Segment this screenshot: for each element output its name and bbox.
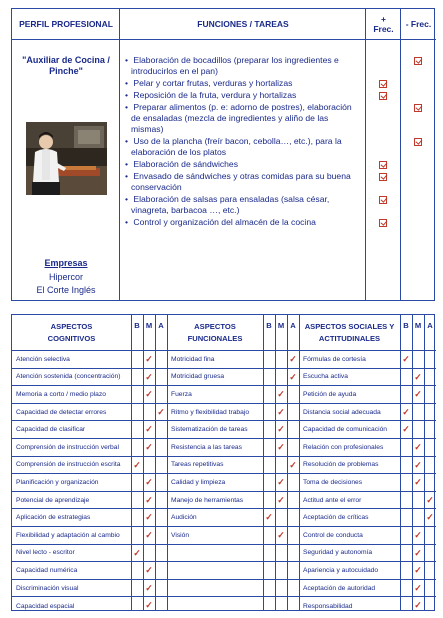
level-check-icon: ✓ — [277, 529, 285, 540]
table-row — [167, 527, 299, 545]
aspect-label: Motricidad gruesa — [171, 373, 225, 381]
level-column-divider — [275, 315, 276, 610]
table-row — [167, 580, 299, 598]
task-text: Pelar y cortar frutas, verduras y hortalizas — [133, 78, 293, 88]
bullet-glyph: • — [125, 216, 129, 227]
aspects-table — [11, 314, 435, 611]
level-header-a: A — [427, 321, 433, 330]
table-row — [299, 562, 436, 580]
table-row — [299, 351, 436, 369]
aspect-label: Sistematización de tareas — [171, 426, 248, 434]
profile-functions-table — [11, 8, 435, 301]
level-check-icon: ✓ — [414, 371, 422, 382]
bullet-glyph: • — [125, 193, 129, 204]
table-row — [299, 509, 436, 527]
level-check-icon: ✓ — [277, 441, 285, 452]
level-check-icon: ✓ — [145, 512, 153, 523]
column-divider — [400, 9, 401, 300]
table-row — [299, 386, 436, 404]
aspect-label: Capacidad espacial — [16, 602, 75, 610]
aspects-column-title — [12, 315, 131, 350]
aspect-label: Planificación y organización — [16, 478, 99, 486]
table-row — [299, 457, 436, 475]
aspect-label: Capacidad de clasificar — [16, 426, 86, 434]
aspects-column — [299, 315, 436, 610]
task-item — [125, 90, 363, 101]
aspect-label: Nivel lecto - escritor — [16, 549, 75, 557]
aspects-rows — [167, 351, 299, 615]
aspect-label: Apariencia y autocuidado — [303, 566, 379, 574]
aspect-label: Manejo de herramientas — [171, 496, 244, 504]
level-check-icon: ✓ — [402, 354, 410, 364]
table-row — [299, 474, 436, 492]
table-row — [299, 404, 436, 422]
aspect-label: Aplicación de estrategias — [16, 514, 91, 522]
aspects-column-header — [167, 315, 299, 351]
aspect-label: Memoria a corto / medio plazo — [16, 390, 106, 398]
header-mas-frec-symbol: + — [381, 14, 386, 24]
level-check-icon: ✓ — [402, 406, 410, 417]
level-check-icon: ✓ — [145, 354, 153, 364]
aspects-title-line: ASPECTOS — [194, 321, 236, 331]
level-check-icon: ✓ — [414, 547, 422, 558]
header-funciones-cell — [120, 9, 366, 40]
level-check-icon: ✓ — [133, 459, 141, 470]
aspects-title-line: ACTITUDINALES — [318, 333, 381, 343]
mas-frec-checkbox[interactable] — [379, 80, 387, 88]
level-header-b: B — [134, 321, 140, 330]
aspects-rows — [299, 351, 436, 615]
level-column-divider — [400, 315, 401, 610]
aspect-label: Toma de decisiones — [303, 478, 363, 486]
aspect-label: Atención sostenida (concentración) — [16, 373, 121, 381]
aspect-label: Audición — [171, 514, 197, 522]
table-row — [167, 509, 299, 527]
header-mas-frec-label: Frec. — [373, 24, 394, 34]
task-text: Reposición de la fruta, verdura y hortalizas — [133, 89, 297, 100]
task-item — [125, 217, 363, 228]
bullet-glyph: • — [125, 101, 129, 112]
level-check-icon: ✓ — [414, 389, 422, 400]
aspect-label: Resistencia a las tareas — [171, 443, 242, 451]
level-header-m: M — [277, 321, 285, 330]
table-row — [299, 492, 436, 510]
aspect-label: Relación con profesionales — [303, 443, 384, 451]
aspect-label: Fuerza — [171, 390, 192, 398]
aspect-label: Tareas repetitivas — [171, 461, 224, 469]
table-row — [167, 597, 299, 615]
level-column-divider — [287, 315, 288, 610]
level-check-icon: ✓ — [414, 477, 422, 488]
table-row — [299, 421, 436, 439]
aspect-label: Resolución de problemas — [303, 461, 379, 469]
kitchen-worker-photo — [26, 122, 107, 195]
level-check-icon: ✓ — [414, 529, 422, 540]
header-menos-frec: - Frec. — [405, 19, 432, 29]
table-row — [167, 492, 299, 510]
level-check-icon: ✓ — [145, 582, 153, 593]
level-check-icon: ✓ — [145, 565, 153, 576]
table-row — [167, 421, 299, 439]
level-check-icon: ✓ — [289, 459, 297, 470]
aspect-label: Potencial de aprendizaje — [16, 496, 90, 504]
level-header-a: A — [290, 321, 296, 330]
menos-frec-checkbox[interactable] — [414, 104, 422, 112]
level-check-icon: ✓ — [414, 565, 422, 576]
table-row — [167, 457, 299, 475]
mas-frec-checkbox[interactable] — [379, 161, 387, 169]
aspect-label: Seguridad y autonomía — [303, 549, 373, 557]
bullet-glyph: • — [125, 135, 129, 146]
level-check-icon: ✓ — [157, 406, 165, 417]
level-check-icon: ✓ — [414, 441, 422, 452]
table-row — [167, 351, 299, 369]
table-row — [167, 369, 299, 387]
aspect-label: Control de conducta — [303, 531, 363, 539]
level-check-icon: ✓ — [277, 389, 285, 400]
empresa-item: Hipercor — [48, 272, 83, 282]
bullet-glyph: • — [125, 158, 129, 169]
table-row — [299, 527, 436, 545]
task-list — [125, 55, 363, 228]
aspect-label: Comprensión de instrucción verbal — [16, 443, 119, 451]
header-mas-frec-cell — [366, 9, 401, 40]
level-column-divider — [412, 315, 413, 610]
level-check-icon: ✓ — [414, 459, 422, 470]
level-column-divider — [263, 315, 264, 610]
aspect-label: Flexibilidad y adaptación al cambio — [16, 531, 120, 539]
aspect-label: Responsabilidad — [303, 602, 353, 610]
empresa-item: El Corte Inglés — [36, 285, 96, 295]
aspect-label: Aceptación de críticas — [303, 514, 369, 522]
level-check-icon: ✓ — [133, 547, 141, 558]
profile-title — [16, 55, 116, 77]
level-check-icon: ✓ — [414, 600, 422, 611]
task-item — [125, 55, 363, 77]
level-header-m: M — [145, 321, 153, 330]
level-check-icon: ✓ — [426, 512, 434, 523]
level-check-icon: ✓ — [145, 494, 153, 505]
header-perfil: PERFIL PROFESIONAL — [19, 19, 113, 29]
aspects-column — [12, 315, 167, 610]
menos-frec-checkbox[interactable] — [414, 57, 422, 65]
mas-frec-checkbox[interactable] — [379, 92, 387, 100]
level-check-icon: ✓ — [145, 389, 153, 400]
aspect-label: Atención selectiva — [16, 355, 70, 363]
level-header-a: A — [158, 321, 164, 330]
header-perfil-cell — [12, 9, 120, 40]
aspects-title-line: ASPECTOS SOCIALES Y — [304, 321, 395, 331]
level-check-icon: ✓ — [414, 582, 422, 593]
aspects-column-title — [167, 315, 263, 350]
table-row — [167, 386, 299, 404]
task-text: Envasado de sándwiches y otras comidas para su buena conservación — [131, 170, 351, 192]
level-check-icon: ✓ — [289, 354, 297, 364]
task-item — [125, 194, 363, 216]
mas-frec-checkbox[interactable] — [379, 173, 387, 181]
table-row — [167, 474, 299, 492]
table-row — [299, 545, 436, 563]
level-check-icon: ✓ — [277, 424, 285, 435]
column-divider — [365, 9, 366, 300]
aspect-label: Actitud ante el error — [303, 496, 362, 504]
table-row — [167, 439, 299, 457]
aspect-label: Capacidad de comunicación — [303, 426, 388, 434]
bullet-glyph: • — [125, 170, 129, 181]
profile-title-line: Pinche" — [49, 66, 83, 76]
task-text: Uso de la plancha (freír bacon, cebolla…, etc.), para la elaboración de los platos — [131, 135, 342, 157]
level-check-icon: ✓ — [145, 529, 153, 540]
aspect-label: Escucha activa — [303, 373, 348, 381]
empresas-heading: Empresas — [44, 258, 88, 268]
aspect-label: Aceptación de autoridad — [303, 584, 376, 592]
aspect-label: Motricidad fina — [171, 355, 215, 363]
table-row — [299, 439, 436, 457]
aspect-label: Calidad y limpieza — [171, 478, 226, 486]
aspect-label: Discriminación visual — [16, 584, 79, 592]
level-column-divider — [131, 315, 132, 610]
bullet-glyph: • — [125, 78, 129, 88]
header-funciones: FUNCIONES / TAREAS — [197, 19, 289, 29]
level-header-b: B — [403, 321, 409, 330]
level-header-m: M — [414, 321, 422, 330]
task-item — [125, 102, 363, 136]
level-check-icon: ✓ — [277, 494, 285, 505]
table-row — [167, 545, 299, 563]
profile-title-line: "Auxiliar de Cocina / — [22, 55, 110, 65]
aspects-column-header — [299, 315, 436, 351]
aspect-label: Capacidad de detectar errores — [16, 408, 107, 416]
level-check-icon: ✓ — [426, 494, 434, 505]
level-check-icon: ✓ — [402, 424, 410, 435]
table-row — [167, 404, 299, 422]
level-check-icon: ✓ — [145, 371, 153, 382]
aspects-title-line: COGNITIVOS — [47, 333, 96, 343]
level-column-divider — [143, 315, 144, 610]
table-row — [299, 369, 436, 387]
aspect-label: Capacidad numérica — [16, 566, 78, 574]
level-header-b: B — [266, 321, 272, 330]
level-check-icon: ✓ — [289, 371, 297, 382]
table-row — [167, 562, 299, 580]
level-check-icon: ✓ — [145, 441, 153, 452]
aspect-label: Visión — [171, 531, 190, 539]
menos-frec-checkbox[interactable] — [414, 138, 422, 146]
aspect-label: Comprensión de instrucción escrita — [16, 461, 121, 469]
level-check-icon: ✓ — [145, 424, 153, 435]
aspect-label: Fórmulas de cortesía — [303, 355, 366, 363]
task-item — [125, 78, 363, 89]
task-item — [125, 159, 363, 170]
level-check-icon: ✓ — [145, 477, 153, 488]
column-divider — [119, 9, 120, 300]
task-text: Elaboración de bocadillos (preparar los ingredientes e introducirlos en el pan) — [131, 55, 339, 77]
table-row — [299, 580, 436, 598]
aspects-column — [167, 315, 299, 610]
header-menos-frec-cell — [401, 9, 436, 40]
task-text: Preparar alimentos (p. e: adorno de postres), elaboración de ensaladas (mezcla de ingredientes y aliño de las mismas) — [131, 101, 352, 134]
task-text: Elaboración de sándwiches — [133, 158, 239, 169]
task-item — [125, 136, 363, 158]
task-text: Control y organización del almacén de la cocina — [133, 216, 316, 227]
task-text: Elaboración de salsas para ensaladas (salsa césar, vinagreta, barbacoa …, etc.) — [131, 193, 330, 215]
level-check-icon: ✓ — [277, 406, 285, 417]
level-column-divider — [155, 315, 156, 610]
mas-frec-checkbox[interactable] — [379, 219, 387, 227]
aspect-label: Distancia social adecuada — [303, 408, 381, 416]
aspects-title-line: FUNCIONALES — [187, 333, 243, 343]
bullet-glyph: • — [125, 89, 129, 100]
aspect-label: Petición de ayuda — [303, 390, 357, 398]
mas-frec-checkbox[interactable] — [379, 196, 387, 204]
aspects-title-line: ASPECTOS — [50, 321, 93, 331]
level-check-icon: ✓ — [145, 600, 153, 611]
level-check-icon: ✓ — [277, 477, 285, 488]
table-row — [299, 597, 436, 615]
level-check-icon: ✓ — [265, 512, 273, 523]
aspects-column-title — [299, 315, 400, 350]
task-item — [125, 171, 363, 193]
level-column-divider — [424, 315, 425, 610]
bullet-glyph: • — [125, 55, 129, 65]
aspect-label: Ritmo y flexibilidad trabajo — [171, 408, 250, 416]
